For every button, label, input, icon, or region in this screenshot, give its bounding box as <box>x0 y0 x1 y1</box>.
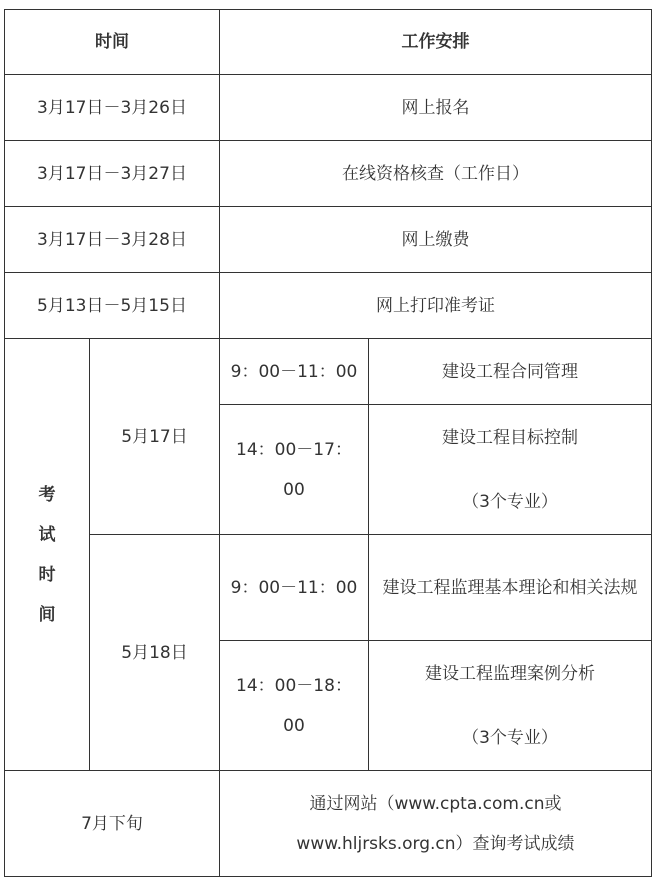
exam-label-char: 考 <box>38 484 56 505</box>
spacer <box>375 458 645 482</box>
exam-label-char: 时 <box>38 564 56 585</box>
session-note: （3个专业） <box>462 727 558 748</box>
session-subject: 建设工程合同管理 <box>369 339 652 405</box>
row-task: 网上打印准考证 <box>220 273 652 339</box>
result-task: 通过网站（www.cpta.com.cn或www.hljrsks.org.cn）查询考试成绩 <box>220 771 652 877</box>
session-subject: 建设工程目标控制 <box>442 427 578 448</box>
row-time: 3月17日－3月28日 <box>5 207 220 273</box>
header-arrangement: 工作安排 <box>220 10 652 75</box>
row-task: 网上报名 <box>220 75 652 141</box>
table-row <box>5 771 652 877</box>
exam-date: 5月18日 <box>90 535 220 771</box>
session-time: 14：00－17：00 <box>220 405 369 535</box>
row-time: 3月17日－3月27日 <box>5 141 220 207</box>
session-time: 14：00－18：00 <box>220 641 369 771</box>
table-row <box>5 273 652 339</box>
exam-schedule-table <box>4 9 652 877</box>
spacer <box>375 694 645 718</box>
exam-label-char: 间 <box>38 604 56 625</box>
exam-date: 5月17日 <box>90 339 220 535</box>
result-time: 7月下旬 <box>5 771 220 877</box>
table-row <box>5 339 652 405</box>
session-subject: 建设工程监理案例分析 <box>425 663 595 684</box>
row-task: 在线资格核查（工作日） <box>220 141 652 207</box>
table-header-row <box>5 10 652 75</box>
table-row <box>5 141 652 207</box>
row-time: 3月17日－3月26日 <box>5 75 220 141</box>
session-subject-cell <box>369 405 652 535</box>
session-subject-cell <box>369 641 652 771</box>
exam-time-label <box>5 339 90 771</box>
table-row <box>5 207 652 273</box>
session-time: 9：00－11：00 <box>220 339 369 405</box>
table-row <box>5 535 652 641</box>
row-task: 网上缴费 <box>220 207 652 273</box>
session-subject: 建设工程监理基本理论和相关法规 <box>369 535 652 641</box>
row-time: 5月13日－5月15日 <box>5 273 220 339</box>
session-time: 9：00－11：00 <box>220 535 369 641</box>
header-time: 时间 <box>5 10 220 75</box>
exam-label-char: 试 <box>38 524 56 545</box>
table-row <box>5 75 652 141</box>
session-note: （3个专业） <box>462 491 558 512</box>
